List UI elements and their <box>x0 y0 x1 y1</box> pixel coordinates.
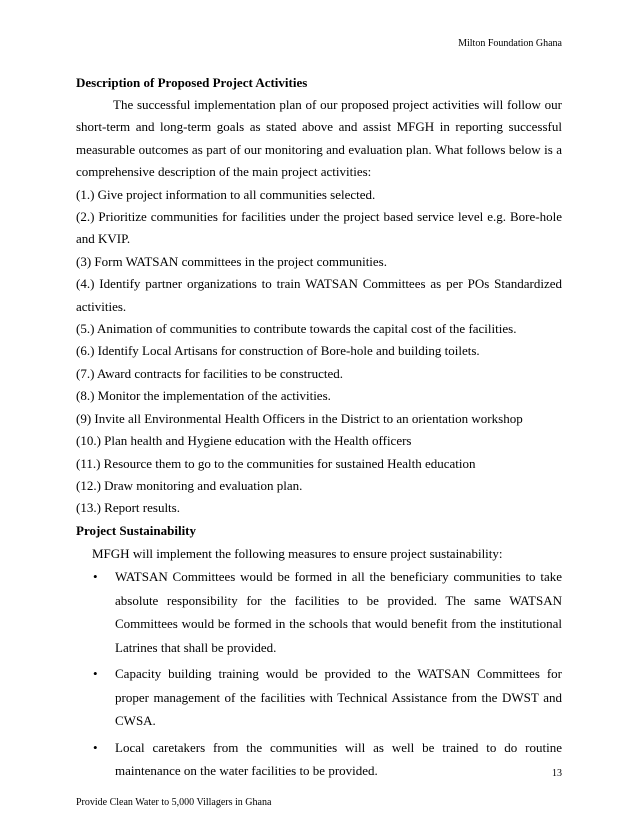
activities-intro-paragraph: The successful implementation plan of our proposed project activities will follow our short-term and long-term goals as stated above and assist MFGH in reporting successful measurable outcomes as part of our monitoring and evaluation plan. What follows below is a comprehensive description of the main project activities: <box>76 97 562 180</box>
section-title-activities: Description of Proposed Project Activities <box>76 75 308 90</box>
bullet-item <box>76 736 562 783</box>
activity-item: (5.) Animation of communities to contribute towards the capital cost of the facilities. <box>76 321 517 337</box>
activity-item: (12.) Draw monitoring and evaluation plan. <box>76 477 303 493</box>
bullet-icon: • <box>93 569 98 585</box>
activities-list <box>76 184 562 520</box>
activity-item: (6.) Identify Local Artisans for construction of Bore-hole and building toilets. <box>76 343 480 359</box>
activity-item: (9) Invite all Environmental Health Officers in the District to an orientation workshop <box>76 410 523 426</box>
activity-item: (4.) Identify partner organizations to train WATSAN Committees as per POs Standardized activities. <box>76 276 562 314</box>
activity-item: (11.) Resource them to go to the communities for sustained Health education <box>76 455 476 471</box>
bullet-text: WATSAN Committees would be formed in all the beneficiary communities to take absolute responsibility for the facilities to be provided. The same WATSAN Committees would be formed in the schools that would benefit from the institutional Latrines that shall be provided. <box>115 569 562 655</box>
page-content <box>76 72 562 786</box>
bullet-item <box>76 565 562 659</box>
bullet-text: Local caretakers from the communities will as well be trained to do routine maintenance on the water facilities to be provided. <box>115 739 562 779</box>
sustainability-bullet-list <box>76 565 562 783</box>
running-footer: Provide Clean Water to 5,000 Villagers in Ghana <box>76 797 272 808</box>
bullet-icon: • <box>93 739 98 755</box>
activity-item: (10.) Plan health and Hygiene education with the Health officers <box>76 433 412 449</box>
activity-item: (2.) Prioritize communities for facilities under the project based service level e.g. Bore-hole and KVIP. <box>76 209 562 247</box>
sustainability-intro: MFGH will implement the following measures to ensure project sustainability: <box>92 545 503 561</box>
activity-item: (1.) Give project information to all communities selected. <box>76 186 376 202</box>
bullet-icon: • <box>93 666 98 682</box>
running-header: Milton Foundation Ghana <box>458 38 562 49</box>
bullet-item <box>76 662 562 733</box>
page-number: 13 <box>552 768 562 779</box>
section-title-sustainability: Project Sustainability <box>76 522 197 538</box>
bullet-text: Capacity building training would be provided to the WATSAN Committees for proper management of the facilities with Technical Assistance from the DWST and CWSA. <box>115 666 562 729</box>
activity-item: (13.) Report results. <box>76 500 180 516</box>
activity-item: (3) Form WATSAN committees in the project communities. <box>76 253 387 269</box>
activity-item: (8.) Monitor the implementation of the activities. <box>76 388 331 404</box>
activity-item: (7.) Award contracts for facilities to be constructed. <box>76 365 344 381</box>
